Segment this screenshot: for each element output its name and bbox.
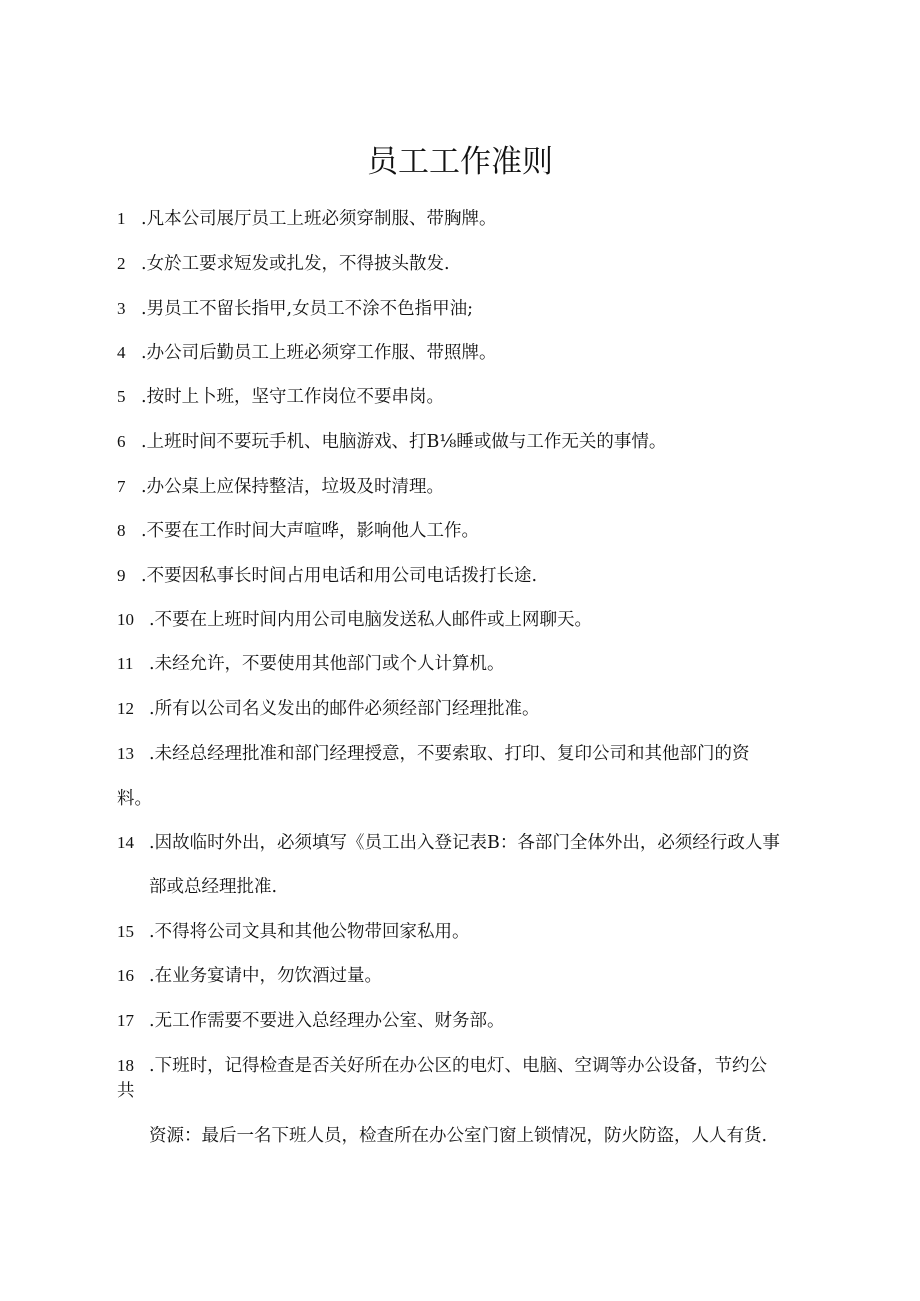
rule-item-2 xyxy=(117,252,450,276)
rule-item-4 xyxy=(117,341,497,365)
rule-text: .凡本公司展厅员工上班必须穿制服、带胸牌。 xyxy=(141,209,497,229)
rule-number: 6 xyxy=(117,432,126,451)
rule-text: .下班时，记得检查是否关好所在办公区的电灯、电脑、空调等办公设备，节约公 xyxy=(149,1056,768,1076)
rule-text: .男员工不留长指甲,女员工不涂不色指甲油; xyxy=(141,299,474,319)
rule-item-17 xyxy=(117,1009,505,1033)
rule-item-8 xyxy=(117,519,479,543)
rule-text: .不要因私事长时间占用电话和用公司电话拨打长途. xyxy=(141,566,538,586)
rule-number: 5 xyxy=(117,387,126,406)
rule-item-9 xyxy=(117,564,537,588)
rule-number: 12 xyxy=(117,699,134,718)
rule-number: 7 xyxy=(117,477,126,496)
rule-item-10 xyxy=(117,608,592,632)
rule-item-12 xyxy=(117,697,540,721)
rule-number: 4 xyxy=(117,343,126,362)
rule-number: 15 xyxy=(117,922,134,941)
rule-number: 2 xyxy=(117,254,126,273)
rule-number: 17 xyxy=(117,1011,134,1030)
rule-text: .按时上卜班，坚守工作岗位不要串岗。 xyxy=(141,387,445,407)
rule-text: .办公桌上应保持整洁，垃圾及时清理。 xyxy=(141,477,445,497)
rule-number: 11 xyxy=(117,654,134,673)
page-title: 员工工作准则 xyxy=(367,144,553,180)
rule-number: 10 xyxy=(117,610,134,629)
rule-text: .女於工要求短发或扎发，不得披头散发. xyxy=(141,254,450,274)
rule-item-6 xyxy=(117,430,666,454)
rule-text: .不得将公司文具和其他公物带回家私用。 xyxy=(149,922,470,942)
rule-item-1 xyxy=(117,207,497,231)
rule-text: .上班时间不要玩手机、电脑游戏、打B⅛睡或做与工作无关的事情。 xyxy=(141,432,667,452)
rule-item-5 xyxy=(117,385,444,409)
rule-text: .未经允许，不要使用其他部门或个人计算机。 xyxy=(149,654,505,674)
rule-text-continuation: 部或总经理批准. xyxy=(149,877,278,897)
rule-text: .办公司后勤员工上班必须穿工作服、带照牌。 xyxy=(141,343,497,363)
rule-text: .无工作需要不要进入总经理办公室、财务部。 xyxy=(149,1011,505,1031)
rule-text: .未经总经理批准和部门经理授意，不要索取、打印、复印公司和其他部门的资 xyxy=(149,744,750,764)
rule-item-14 xyxy=(117,831,780,855)
rule-number: 1 xyxy=(117,209,126,228)
rule-text: .所有以公司名义发出的邮件必须经部门经理批准。 xyxy=(149,699,540,719)
rule-text-continuation: 共 xyxy=(117,1081,135,1101)
rule-number: 8 xyxy=(117,521,126,540)
rule-text: .不要在工作时间大声喧哗，影响他人工作。 xyxy=(141,521,480,541)
rule-number: 9 xyxy=(117,566,126,585)
rule-text: .在业务宴请中，勿饮酒过量。 xyxy=(149,966,383,986)
rule-number: 3 xyxy=(117,299,126,318)
rule-item-3 xyxy=(117,297,473,321)
rule-item-7 xyxy=(117,475,444,499)
rule-item-15 xyxy=(117,920,470,944)
rule-text-continuation: 资源：最后一名下班人员，检查所在办公室门窗上锁情况，防火防盗，人人有货. xyxy=(149,1126,768,1146)
rule-number: 13 xyxy=(117,744,134,763)
rule-item-11 xyxy=(117,652,505,676)
rule-number: 18 xyxy=(117,1056,134,1075)
rule-number: 14 xyxy=(117,833,134,852)
rule-item-18 xyxy=(117,1054,767,1078)
rule-text-continuation: 料。 xyxy=(117,789,152,809)
rule-item-13 xyxy=(117,742,750,766)
rule-text: .不要在上班时间内用公司电脑发送私人邮件或上网聊天。 xyxy=(149,610,593,630)
rule-item-16 xyxy=(117,964,382,988)
rule-text: .因故临时外出，必须填写《员工出入登记表B：各部门全体外出，必须经行政人事 xyxy=(149,833,780,853)
rule-number: 16 xyxy=(117,966,134,985)
